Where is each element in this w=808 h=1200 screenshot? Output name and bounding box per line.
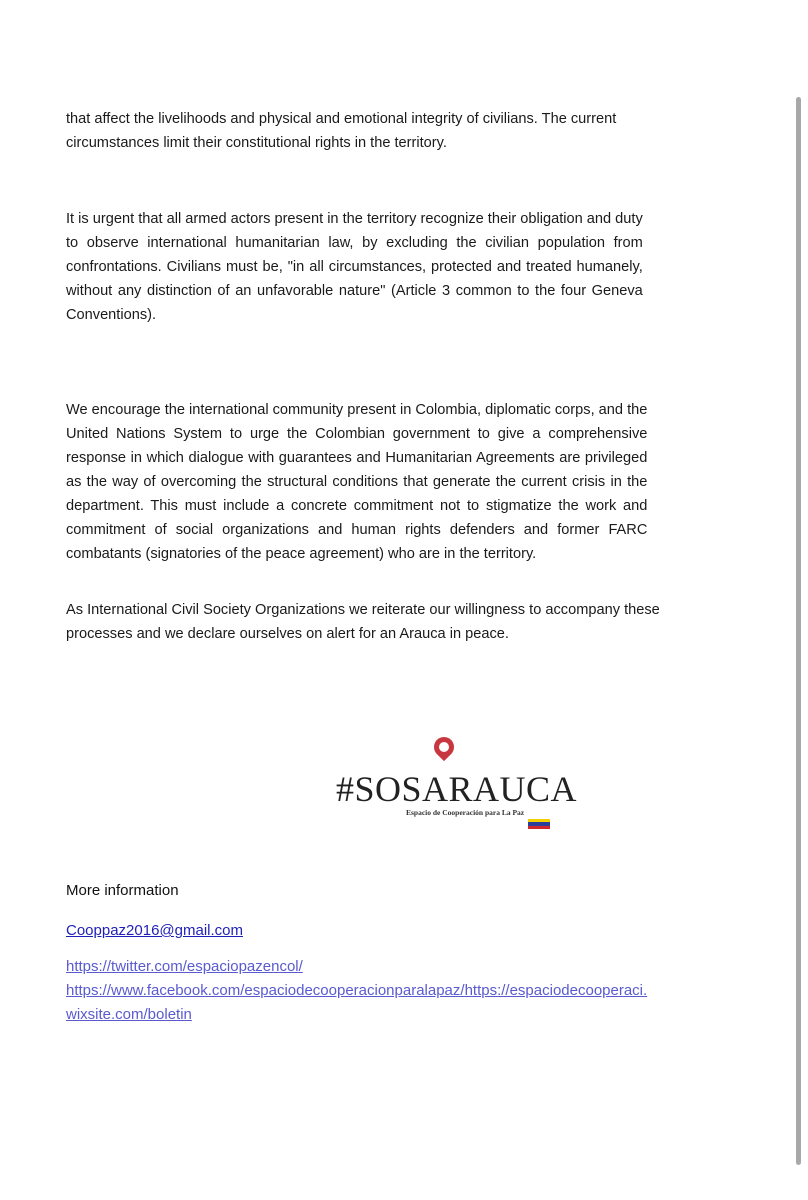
text-line: circumstances limit their constitutional rights in the territory. xyxy=(66,135,447,151)
logo-subtitle: Espacio de Cooperación para La Paz xyxy=(406,808,525,817)
twitter-link[interactable]: https://twitter.com/espaciopazencol/ xyxy=(66,958,303,975)
text-line: without any distinction of an unfavorable nature" (Article 3 common to the four Geneva xyxy=(66,283,643,299)
wixsite-link[interactable]: wixsite.com/boletin xyxy=(66,1006,192,1023)
more-information-heading: More information xyxy=(66,882,179,899)
vertical-scrollbar[interactable] xyxy=(796,97,801,1165)
text-line: response in which dialogue with guarantees and Humanitarian Agreements are privileged xyxy=(66,450,648,466)
email-link[interactable]: Cooppaz2016@gmail.com xyxy=(66,922,243,939)
sosarauca-logo xyxy=(336,737,578,833)
text-line: commitment of social organizations and human rights defenders and former FARC xyxy=(66,522,648,538)
text-line: United Nations System to urge the Colombian government to give a comprehensive xyxy=(66,426,648,442)
text-line: It is urgent that all armed actors present in the territory recognize their obligation and duty xyxy=(66,211,643,227)
paragraph-civil-society xyxy=(66,598,660,646)
map-pin-icon xyxy=(430,733,458,761)
text-line: We encourage the international community present in Colombia, diplomatic corps, and the xyxy=(66,402,648,418)
facebook-link[interactable]: https://www.facebook.com/espaciodecooperacionparalapaz/https://espaciodecooperaci. xyxy=(66,982,648,999)
text-line: as the way of overcoming the structural conditions that generate the current crisis in the xyxy=(66,474,648,490)
text-line: that affect the livelihoods and physical and emotional integrity of civilians. The current xyxy=(66,111,617,127)
text-line: to observe international humanitarian law, by excluding the civilian population from xyxy=(66,235,643,251)
text-line: Conventions). xyxy=(66,307,157,323)
paragraph-humanitarian-law xyxy=(66,207,643,327)
paragraph-livelihoods xyxy=(66,107,616,155)
text-line: processes and we declare ourselves on alert for an Arauca in peace. xyxy=(66,626,509,642)
text-line: As International Civil Society Organizations we reiterate our willingness to accompany these xyxy=(66,602,660,618)
logo-title: #SOSARAUCA xyxy=(336,769,578,809)
text-line: confrontations. Civilians must be, "in all circumstances, protected and treated humanely, xyxy=(66,259,643,275)
colombia-flag-icon xyxy=(528,819,550,829)
text-line: combatants (signatories of the peace agreement) who are in the territory. xyxy=(66,546,537,562)
text-line: department. This must include a concrete commitment not to stigmatize the work and xyxy=(66,498,648,514)
paragraph-international-community xyxy=(66,398,647,566)
